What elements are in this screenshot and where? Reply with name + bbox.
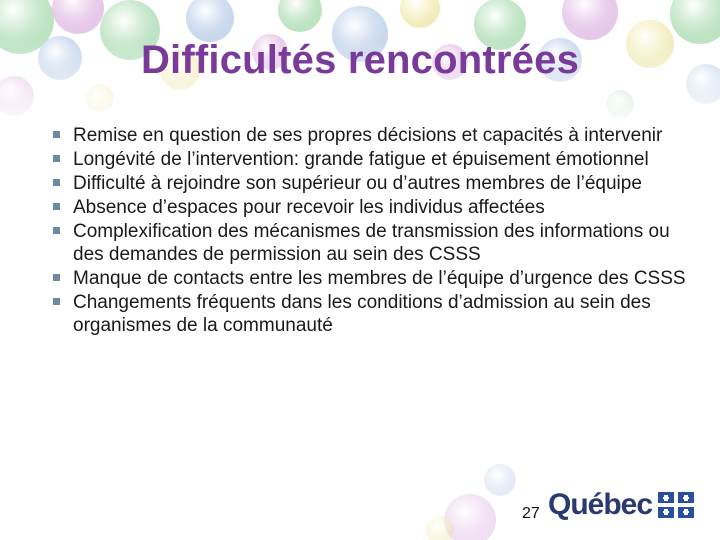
bullet-item: [48, 220, 688, 266]
page-number: 27: [522, 505, 540, 522]
bullet-text: Manque de contacts entre les membres de l’équipe d’urgence des CSSS: [73, 268, 686, 289]
bullet-list: [48, 124, 688, 338]
bullet-item: [48, 267, 688, 290]
bullet-item: [48, 124, 688, 147]
square-bullet-icon: [53, 274, 60, 281]
bullet-text: Remise en question de ses propres décisions et capacités à intervenir: [73, 125, 663, 146]
bullet-text: Complexification des mécanismes de transmission des informations ou des demandes de permission au sein des CSSS: [73, 221, 670, 265]
square-bullet-icon: [53, 179, 60, 186]
bullet-item: [48, 148, 688, 171]
bullet-text: Absence d’espaces pour recevoir les individus affectées: [73, 197, 545, 218]
quebec-flag-icon: [658, 492, 694, 518]
square-bullet-icon: [53, 298, 60, 305]
bullet-item: [48, 196, 688, 219]
bullet-text: Longévité de l’intervention: grande fatigue et épuisement émotionnel: [73, 149, 649, 170]
quebec-logo: [548, 488, 694, 522]
bullet-text: Difficulté à rejoindre son supérieur ou d’autres membres de l’équipe: [73, 173, 642, 194]
logo-wordmark: Québec: [548, 488, 653, 521]
square-bullet-icon: [53, 155, 60, 162]
square-bullet-icon: [53, 131, 60, 138]
square-bullet-icon: [53, 227, 60, 234]
square-bullet-icon: [53, 203, 60, 210]
bullet-item: [48, 172, 688, 195]
slide-title: Difficultés rencontrées: [140, 38, 580, 82]
bullet-item: [48, 291, 688, 337]
bullet-text: Changements fréquents dans les conditions d’admission au sein des organismes de la communauté: [73, 292, 651, 336]
